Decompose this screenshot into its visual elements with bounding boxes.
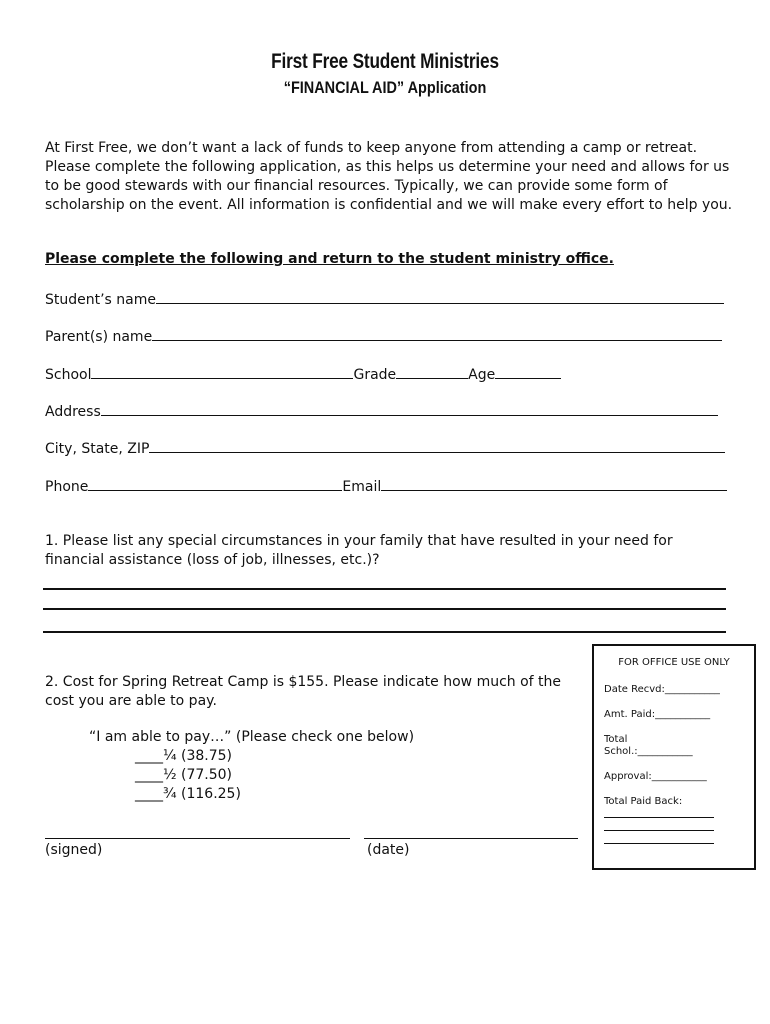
amt-paid-field[interactable]: Amt. Paid:___________: [604, 709, 711, 720]
answer-line-2[interactable]: [43, 608, 726, 610]
signed-label: (signed): [45, 842, 103, 858]
city-state-zip-label: City, State, ZIP: [45, 441, 150, 457]
question-2: 2. Cost for Spring Retreat Camp is $155. Please indicate how much of the cost you are able to pay.: [45, 674, 562, 709]
total-label: Total: [604, 734, 628, 745]
email-field[interactable]: [381, 476, 727, 491]
date-line[interactable]: [364, 838, 578, 839]
approval-field[interactable]: Approval:___________: [604, 771, 707, 782]
instruction-text: Please complete the following and return to the student ministry office.: [45, 251, 614, 267]
city-state-zip-row: [45, 438, 725, 457]
student-name-row: [45, 289, 724, 308]
date-label: (date): [367, 842, 410, 858]
answer-line-3[interactable]: [43, 631, 726, 633]
page-title: First Free Student Ministries: [271, 50, 499, 73]
school-field[interactable]: [91, 364, 353, 379]
answer-line-1[interactable]: [43, 588, 726, 590]
grade-field[interactable]: [396, 364, 468, 379]
address-label: Address: [45, 404, 101, 420]
phone-label: Phone: [45, 479, 89, 495]
address-field[interactable]: [101, 401, 718, 416]
address-row: [45, 401, 718, 420]
grade-label: Grade: [353, 367, 397, 383]
age-label: Age: [468, 367, 496, 383]
parent-name-row: [45, 326, 722, 345]
option-three-quarter[interactable]: ____¾ (116.25): [135, 786, 241, 802]
option-half[interactable]: ____½ (77.50): [135, 767, 233, 783]
paid-back-line-1[interactable]: [604, 817, 714, 818]
option-quarter[interactable]: ____¼ (38.75): [135, 748, 233, 764]
date-recvd-field[interactable]: Date Recvd:___________: [604, 684, 720, 695]
signature-line[interactable]: [45, 838, 350, 839]
email-label: Email: [342, 479, 382, 495]
student-name-label: Student’s name: [45, 292, 157, 308]
able-to-pay-text: “I am able to pay…” (Please check one below): [89, 729, 415, 745]
phone-email-row: [45, 476, 727, 495]
paid-back-line-3[interactable]: [604, 843, 714, 844]
question-1: 1. Please list any special circumstances in your family that have resulted in your need for financial assistance (loss of job, illnesses, etc.)?: [45, 533, 673, 568]
paid-back-line-2[interactable]: [604, 830, 714, 831]
page-subtitle: “FINANCIAL AID” Application: [283, 78, 487, 97]
office-use-box: [592, 644, 756, 870]
total-paid-back-label: Total Paid Back:: [604, 796, 683, 807]
city-state-zip-field[interactable]: [149, 438, 725, 453]
phone-field[interactable]: [88, 476, 342, 491]
school-row: [45, 364, 561, 383]
parent-name-label: Parent(s) name: [45, 329, 153, 345]
parent-name-field[interactable]: [152, 326, 722, 341]
school-label: School: [45, 367, 92, 383]
schol-field[interactable]: Schol.:___________: [604, 746, 693, 757]
student-name-field[interactable]: [156, 289, 724, 304]
age-field[interactable]: [495, 364, 561, 379]
intro-paragraph: At First Free, we don’t want a lack of funds to keep anyone from attending a camp or retreat. Please complete the following application, as this helps us determine your need and allows for us to be good stewards with our financial resources. Typically, we can provide some form of scholarship on the event. All information is confidential and we will make every effort to help you.: [45, 140, 733, 213]
office-use-header: FOR OFFICE USE ONLY: [618, 657, 730, 668]
